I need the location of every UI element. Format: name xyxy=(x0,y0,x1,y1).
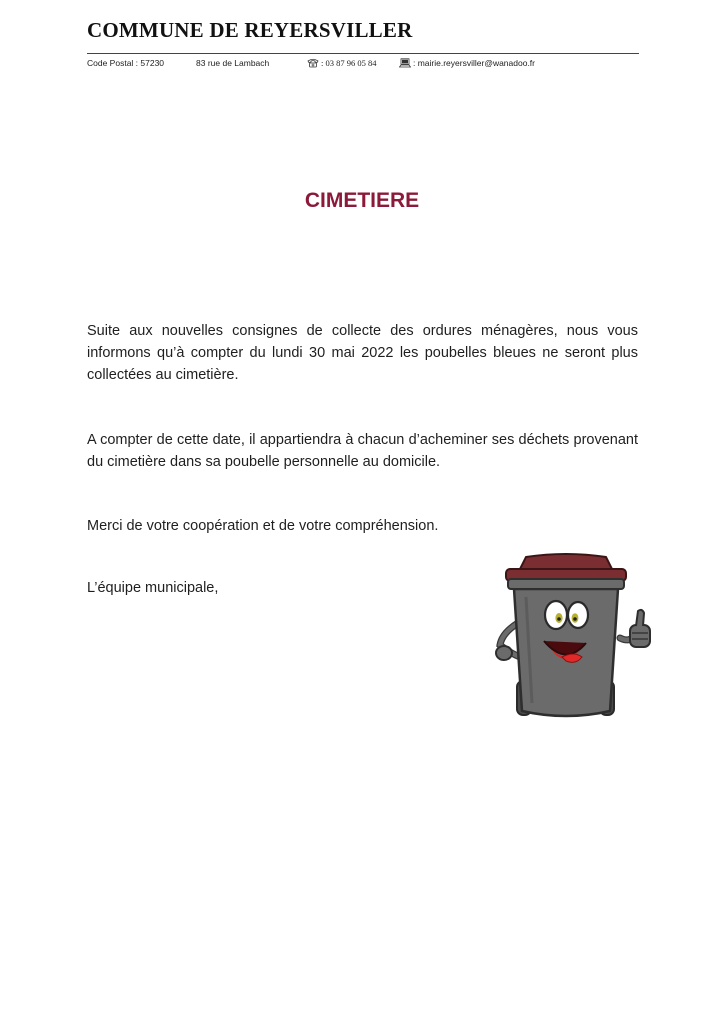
postal-code: Code Postal : 57230 xyxy=(87,58,165,68)
phone-number: : 03 87 96 05 84 xyxy=(321,58,377,68)
letterhead-divider xyxy=(87,53,639,54)
instruction-paragraph: A compter de cette date, il appartiendra à chacun d’acheminer ses déchets provenant du cimetière dans sa poubelle personnelle au domicile. xyxy=(87,432,638,470)
email-address: : mairie.reyersviller@wanadoo.fr xyxy=(413,58,536,68)
telephone-icon xyxy=(307,58,319,68)
document-title: CIMETIERE xyxy=(304,189,420,212)
computer-icon xyxy=(399,58,411,68)
thanks-paragraph: Merci de votre coopération et de votre compréhension. xyxy=(87,518,439,534)
street-address: 83 rue de Lambach xyxy=(196,58,270,68)
notice-paragraph: Suite aux nouvelles consignes de collecte des ordures ménagères, nous vous informons qu’à compter du lundi 30 mai 2022 les poubelles bleues ne seront plus collectées au cimetière. xyxy=(87,323,638,383)
email-contact xyxy=(399,58,535,68)
commune-name: COMMUNE DE REYERSVILLER xyxy=(87,18,413,42)
phone-contact xyxy=(307,58,377,68)
signature: L’équipe municipale, xyxy=(87,580,219,596)
smiling-trash-bin-icon xyxy=(492,553,657,721)
